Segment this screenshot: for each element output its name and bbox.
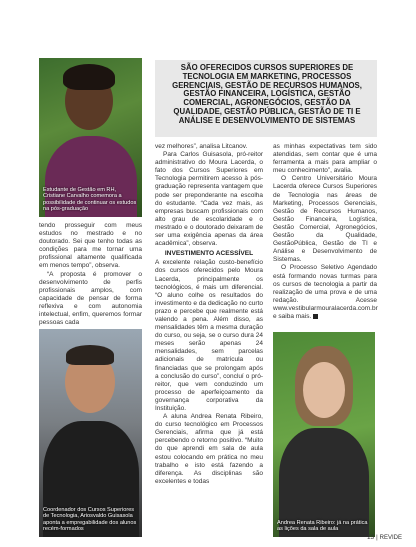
paragraph: A aluna Andrea Renata Ribeiro, do curso tecnológico em Processos Gerenciais, afirma que já está percebendo o retorno positivo. “Muito do que aprendi em sala de aula estou colocando em prática no meu trabalho e isto está fazendo a diferença. As disciplinas são excelentes e todas xyxy=(155,413,263,485)
paragraph: Para Carlos Guisasola, pró-reitor administrativo do Moura Lacerda, o fato dos Cursos Superiores em Tecnologia permitirem acesso à pós-graduação representa vantagem que pode ser preponderante na escolha do estudante. “Cada vez mais, as empresas buscam profissionais com alto grau de escolaridade e o mestrado e o doutorado deixaram de ser uma exigência apenas da área acadêmica”, observa. xyxy=(155,151,263,248)
person-hair xyxy=(66,345,114,365)
coordinator-photo xyxy=(39,329,142,537)
closing-paragraph-text: O Processo Seletivo Agendado está formando novas turmas para os cursos de tecnologia a partir da realização de uma prova e de uma redação. Acesse www.vestibularmouralacerda.com.br e saiba mais. xyxy=(273,264,378,320)
magazine-name: REVIDE xyxy=(379,535,402,541)
student-photo xyxy=(39,58,142,217)
page-footer xyxy=(367,535,402,541)
column-1 xyxy=(39,222,142,327)
photo-caption: Andrea Renata Ribeiro: já na prática as lições da sala de aula xyxy=(277,519,368,533)
section-subheading: INVESTIMENTO ACESSÍVEL xyxy=(164,250,254,258)
paragraph: tendo prosseguir com meus estudos no mestrado e no doutorado. Sei que tenho todas as condições para me tornar uma profissional altamente qualificada em menos tempo”, observa. xyxy=(39,222,142,270)
student-andrea-photo xyxy=(273,332,375,537)
column-3 xyxy=(273,143,377,321)
footer-separator: | xyxy=(376,535,378,541)
person-hair xyxy=(63,64,115,90)
person-head xyxy=(303,362,345,418)
article-headline: SÃO OFERECIDOS CURSOS SUPERIORES DE TECNOLOGIA EM MARKETING, PROCESSOS GERENCIAIS, GESTÃO DE RECURSOS HUMANOS, GESTÃO FINANCEIRA, LOGÍSTICA, GESTÃO COMERCIAL, AGRONEGÓCIOS, GESTÃO DA QUALIDADE, GESTÃO PÚBLICA, GESTÃO DE TI E ANÁLISE E DESENVOLVIMENTO DE SISTEMAS xyxy=(172,63,362,125)
column-2 xyxy=(155,143,263,486)
paragraph: as minhas expectativas tem sido atendidas, sem contar que é uma ferramenta a mais para ampliar o meu conhecimento”, avalia. xyxy=(273,143,377,175)
paragraph: O Centro Universitário Moura Lacerda oferece Cursos Superiores de Tecnologia nas áreas de Marketing, Processos Gerenciais, Gestão de Recursos Humanos, Gestão Financeira, Logística, Gestão Comercial, Agronegócios, Gestão da Qualidade, GestãoPública, Gestão de TI e Análise e Desenvolvimento de Sistemas. xyxy=(273,175,377,264)
end-of-article-icon xyxy=(313,314,318,319)
page-number: 23 xyxy=(367,535,375,541)
paragraph: vez melhores”, analisa Litcanov. xyxy=(155,143,248,150)
paragraph xyxy=(273,264,377,321)
paragraph: A excelente relação custo-benefício dos cursos oferecidos pelo Moura Lacerda, principalmente os tecnológicos, é mais um diferencial. “O aluno colhe os resultados do investimento e da dedicação no curto prazo e percebe que realmente está valendo a pena. Além disso, as mensalidades têm a mesma duração do curso, ou seja, se o curso dura 24 meses serão apenas 24 mensalidades, sem parcelas adicionais de matrícula ou financiadas que se prolongam após a conclusão do curso”, concluí o pró-reitor, que vem conduzindo um processo de aperfeiçoamento da governança corporativa da Instituição. xyxy=(155,259,263,412)
paragraph: “A proposta é promover o desenvolvimento de perfis profissionais amplos, com capacidade de pensar de forma reflexiva e com autonomia intelectual, enfim, queremos formar pessoas cada xyxy=(39,270,142,327)
photo-caption: Estudante de Gestão em RH, Cristiane Carvalho comemora a possibilidade de continuar os estudos na pós-graduação xyxy=(43,186,137,213)
photo-caption: Coordenador dos Cursos Superiores de Tecnologia, Ariosvaldo Guisasola aponta a empregabilidade dos alunos recém-formados xyxy=(43,506,137,533)
